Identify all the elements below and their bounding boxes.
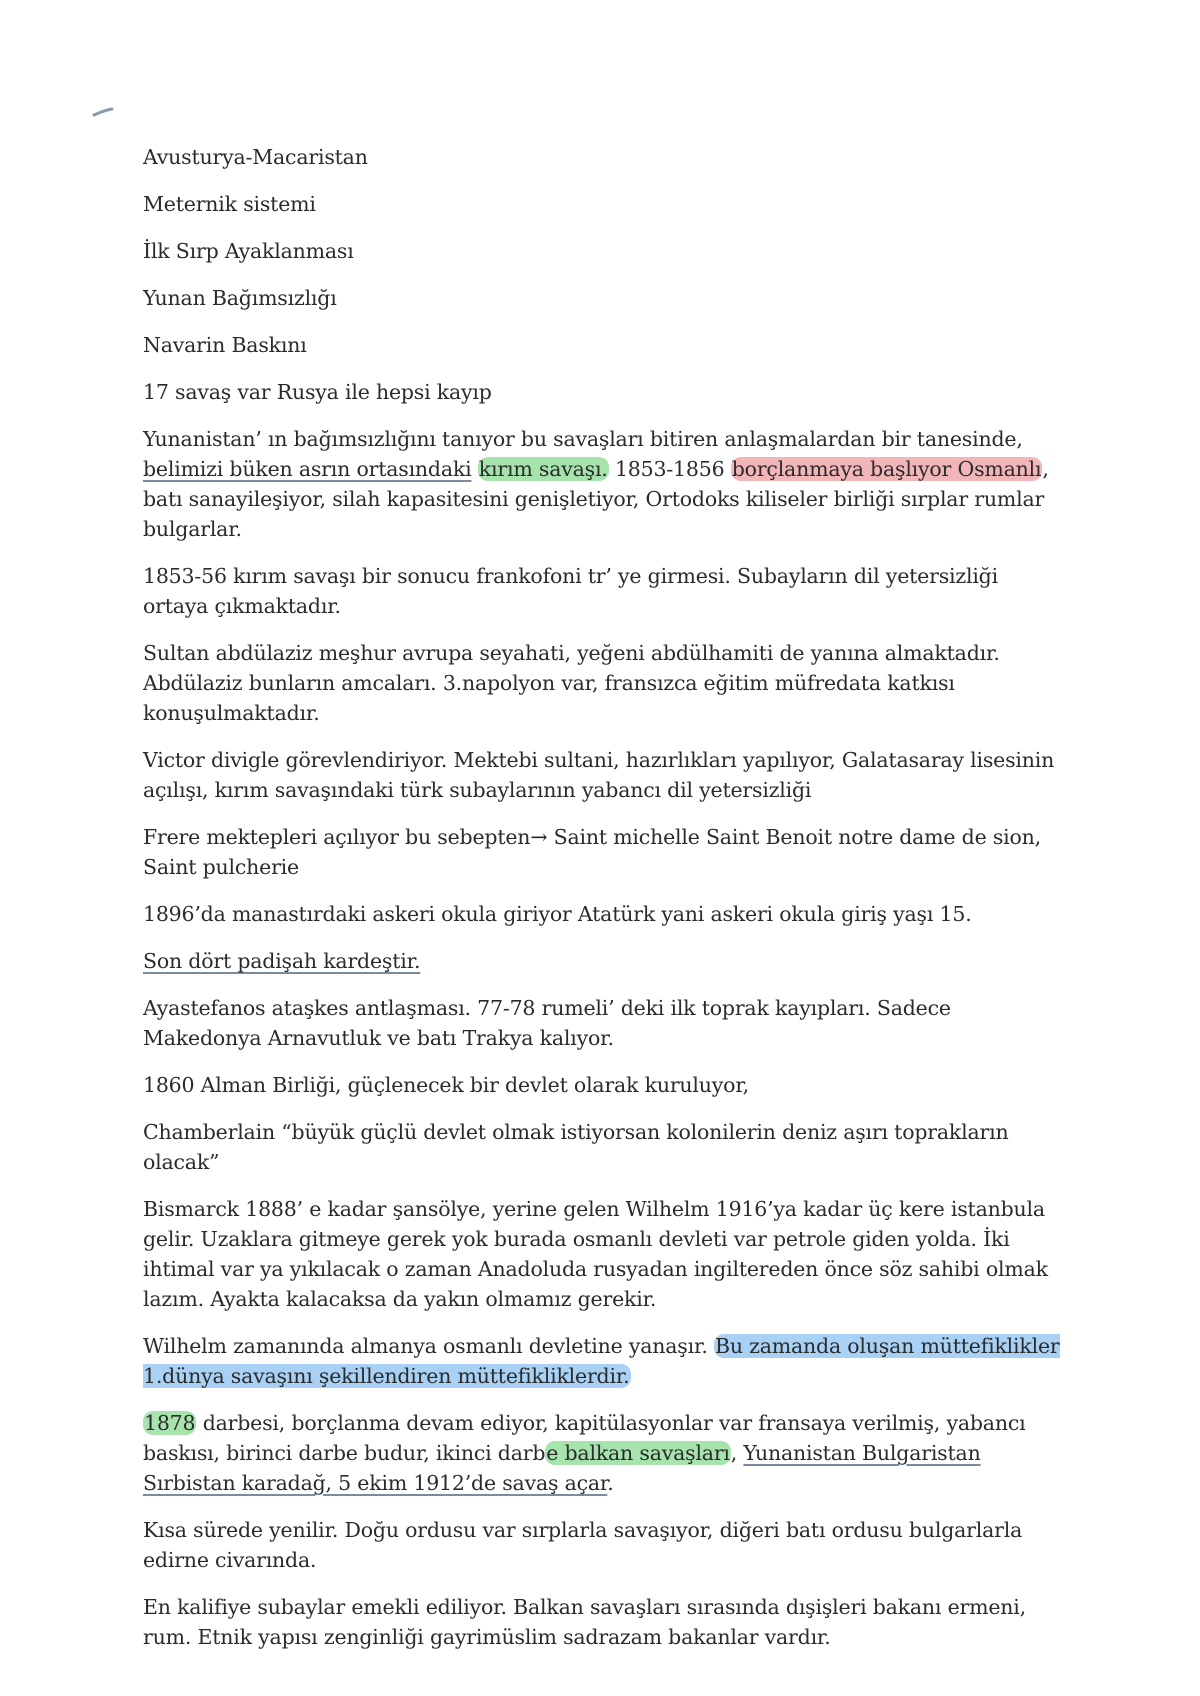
text-run: 1853-1856 — [608, 457, 731, 481]
line-navarin: Navarin Baskını — [143, 333, 307, 357]
paragraph-wilhelm — [143, 1331, 1068, 1391]
paragraph-1878-darbesi — [143, 1408, 1068, 1498]
document-body — [143, 142, 1068, 1669]
paragraph-alman-birligi: 1860 Alman Birliği, güçlenecek bir devlet olarak kuruluyor, — [143, 1073, 749, 1097]
green-highlight: e balkan savaşları — [546, 1441, 730, 1465]
text-run: Frere mektepleri açılıyor bu sebepten — [143, 825, 531, 849]
line-meternik: Meternik sistemi — [143, 192, 316, 216]
underlined-text: Son dört padişah kardeştir. — [143, 949, 421, 973]
paragraph-yenilgi: Kısa sürede yenilir. Doğu ordusu var sırplarla savaşıyor, diğeri batı ordusu bulgarlarla edirne civarında. — [143, 1518, 1023, 1572]
line-yunan-bagimsizligi: Yunan Bağımsızlığı — [143, 286, 337, 310]
text-run: Wilhelm zamanında almanya osmanlı devletine yanaşır. — [143, 1334, 714, 1358]
line-sirp-ayaklanmasi: İlk Sırp Ayaklanması — [143, 239, 354, 263]
paragraph-ayastefanos: Ayastefanos ataşkes antlaşması. 77-78 rumeli’ deki ilk toprak kayıpları. Sadece Makedonya Arnavutluk ve batı Trakya kalıyor. — [143, 996, 951, 1050]
paragraph-bismarck: Bismarck 1888’ e kadar şansölye, yerine gelen Wilhelm 1916’ya kadar üç kere istanbula gelir. Uzaklara gitmeye gerek yok burada osmanlı devleti var petrole giden yolda. İki ihtimal var ya yıkılacak o zaman Anadoluda rusyadan ingiltereden önce söz sahibi olmak lazım. Ayakta kalacaksa da yakın olmamız gerekir. — [143, 1197, 1048, 1311]
paragraph-subaylar: En kalifiye subaylar emekli ediliyor. Balkan savaşları sırasında dışişleri bakanı ermeni, rum. Etnik yapısı zenginliği gayrimüslim sadrazam bakanlar vardır. — [143, 1595, 1026, 1649]
text-run: darbesi, borçlanma devam ediyor, kapitülasyonlar var fransaya verilmiş, yabancı baskısı, birinci darbe budur, ikinci darb — [143, 1411, 1026, 1465]
text-run: , batı sanayileşiyor, silah kapasitesini genişletiyor, Ortodoks kiliseler birliği sırplar rumlar bulgarlar. — [143, 457, 1049, 541]
paragraph-chamberlain: Chamberlain “büyük güçlü devlet olmak istiyorsan kolonilerin deniz aşırı toprakların olacak” — [143, 1120, 1009, 1174]
arrow-icon: → — [530, 825, 548, 849]
green-highlight: kırım savaşı. — [478, 457, 608, 481]
blue-highlight: Bu zamanda oluşan müttefiklikler 1.dünya savaşını şekillendiren müttefikliklerdir. — [143, 1334, 1060, 1388]
paragraph-frere-mektepleri — [143, 822, 1068, 882]
paragraph-padisah — [143, 946, 1068, 976]
text-run: Saint michelle Saint Benoit notre dame de sion, Saint pulcherie — [143, 825, 1041, 879]
paragraph-frankofoni: 1853-56 kırım savaşı bir sonucu frankofoni tr’ ye girmesi. Subayların dil yetersizliği ortaya çıkmaktadır. — [143, 564, 998, 618]
underlined-text: belimizi büken asrın ortasındaki — [143, 457, 472, 481]
text-run — [471, 457, 477, 481]
underlined-text: Yunanistan Bulgaristan Sırbistan karadağ, 5 ekim 1912’de savaş açar — [143, 1441, 981, 1495]
green-highlight: 1878 — [144, 1411, 196, 1435]
paragraph-abdulaziz: Sultan abdülaziz meşhur avrupa seyahati, yeğeni abdülhamiti de yanına almaktadır. Abdülaziz bunların amcaları. 3.napolyon var, fransızca eğitim müfredata katkısı konuşulmaktadır. — [143, 641, 1000, 725]
red-highlight: borçlanmaya başlıyor Osmanlı — [731, 457, 1042, 481]
line-rusya-savaslari: 17 savaş var Rusya ile hepsi kayıp — [143, 380, 492, 404]
paragraph-galatasaray: Victor diviglе görevlendiriyor. Mektebi sultani, hazırlıkları yapılıyor, Galatasaray lisesinin açılışı, kırım savaşındaki türk subaylarının yabancı dil yetersizliği — [143, 748, 1055, 802]
line-avusturya: Avusturya-Macaristan — [143, 145, 368, 169]
pen-stroke-mark — [92, 106, 114, 118]
text-run: , — [730, 1441, 744, 1465]
paragraph-ataturk: 1896’da manastırdaki askeri okula giriyor Atatürk yani askeri okula giriş yaşı 15. — [143, 902, 972, 926]
text-run: Yunanistan’ ın bağımsızlığını tanıyor bu savaşları bitiren anlaşmalardan bir tanesinde, — [143, 427, 1023, 451]
paragraph-yunanistan — [143, 424, 1068, 544]
text-run: . — [607, 1471, 614, 1495]
